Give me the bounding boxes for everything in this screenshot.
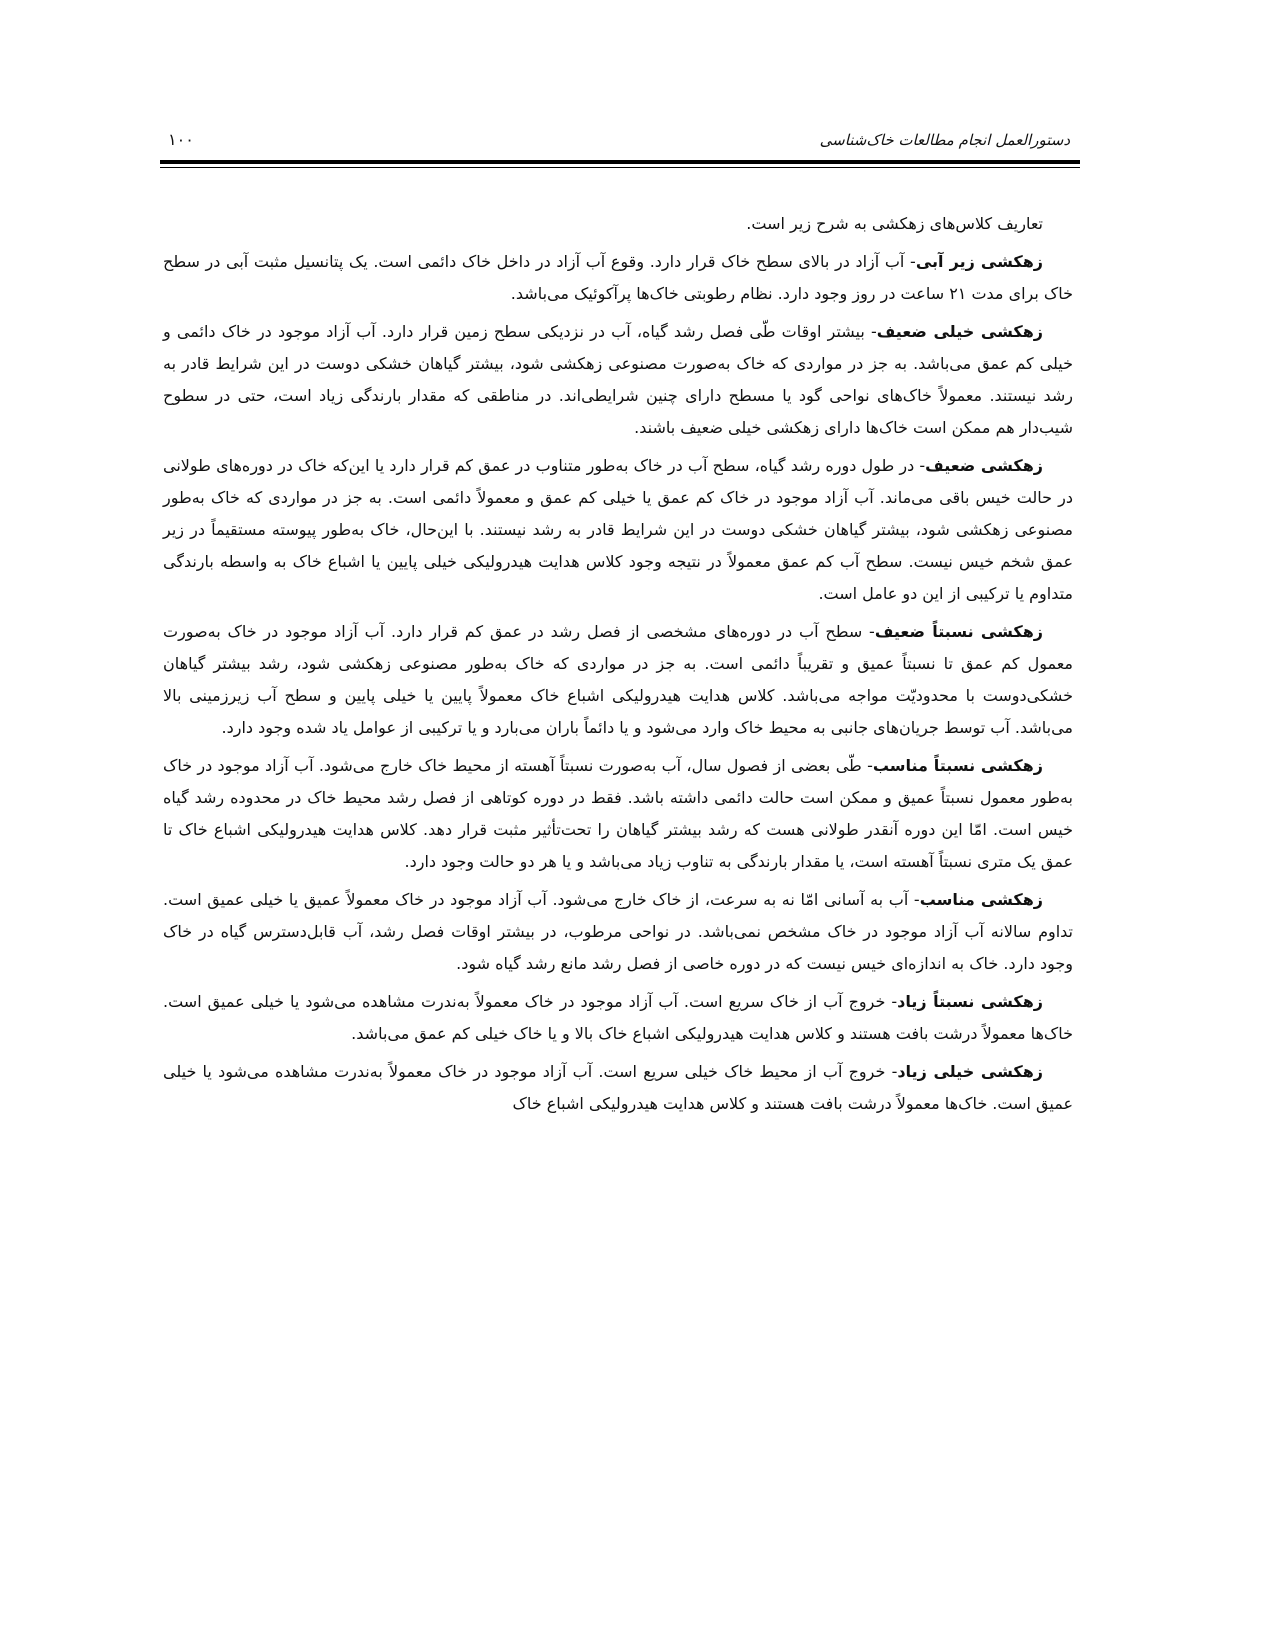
paragraph-excessive-drainage [163,1056,1073,1120]
term: زهکشی نسبتاً ضعیف [874,622,1044,641]
intro-paragraph: تعاریف کلاس‌های زهکشی به شرح زیر است. [746,214,1043,233]
definition: - خروج آب از خاک سریع است. آب آزاد موجود در خاک معمولاً به‌ندرت مشاهده می‌شود یا خیلی عمیق است. خاک‌ها معمولاً درشت بافت هستند و کلاس هدایت هیدرولیکی اشباع خاک بالا و یا خاک خیلی کم عمق می‌باشد. [163,992,1073,1043]
term: زهکشی ضعیف [925,456,1043,475]
definition: - در طول دوره رشد گیاه، سطح آب در خاک به‌طور متناوب در عمق کم قرار دارد یا این‌که خاک در دوره‌های طولانی در حالت خیس باقی می‌ماند. آب آزاد موجود در خاک کم عمق یا خیلی کم عمق و معمولاً دائمی است. به جز در مواردی که خاک به‌طور مصنوعی زهکشی شود، بیشتر گیاهان خشکی دوست در این شرایط قادر به رشد نیستند. با این‌حال، خاک به‌طور پیوسته مستقیماً در زیر عمق شخم خیس نیست. سطح آب کم عمق معمولاً در نتیجه وجود کلاس هدایت هیدرولیکی خیلی پایین یا اشباع خاک به واسطه بارندگی متداوم یا ترکیبی از این دو عامل است. [163,456,1073,603]
definition: - بیشتر اوقات طّی فصل رشد گیاه، آب در نزدیکی سطح زمین قرار دارد. آب آزاد موجود در خاک دائمی و خیلی کم عمق می‌باشد. به جز در مواردی که خاک به‌صورت مصنوعی زهکشی شود، بیشتر گیاهان خشکی دوست در این شرایط قادر به رشد نیستند. معمولاً خاک‌های نواحی گود یا مسطح دارای چنین شرایطی‌اند. در مناطقی که مقدار بارندگی زیاد است، حتی در سطوح شیب‌دار هم ممکن است خاک‌ها دارای زهکشی خیلی ضعیف باشند. [163,322,1073,437]
paragraph-somewhat-excessive-drainage [163,986,1073,1050]
page-header [160,128,1080,152]
term: زهکشی مناسب [919,890,1043,909]
paragraph-poor-drainage [163,450,1073,610]
definition: - طّی بعضی از فصول سال، آب به‌صورت نسبتاً آهسته از محیط خاک خارج می‌شود. آب آزاد موجود در خاک به‌طور معمول نسبتاً عمیق و ممکن است حالت دائمی داشته باشد. فقط در دوره کوتاهی از فصل رشد محیط خاک در محدوده رشد گیاه خیس است. امّا این دوره آنقدر طولانی هست که رشد بیشتر گیاهان را تحت‌تأثیر مثبت قرار دهد. کلاس هدایت هیدرولیکی اشباع خاک تا عمق یک متری نسبتاً آهسته است، یا مقدار بارندگی به تناوب زیاد می‌باشد و یا هر دو حالت وجود دارد. [163,756,1073,871]
paragraph-somewhat-poor-drainage [163,616,1073,744]
paragraph-submerged-drainage [163,246,1073,310]
paragraph-very-poor-drainage [163,316,1073,444]
body-text [163,208,1073,1126]
page-number: ۱۰۰ [168,130,194,149]
term: زهکشی نسبتاً مناسب [872,756,1043,775]
term: زهکشی خیلی زیاد [897,1062,1043,1081]
running-title: دستورالعمل انجام مطالعات خاک‌شناسی [819,131,1070,149]
paragraph-moderately-well-drainage [163,750,1073,878]
paragraph-well-drainage [163,884,1073,980]
term: زهکشی زیر آبی [915,252,1043,271]
definition: - خروج آب از محیط خاک خیلی سریع است. آب آزاد موجود در خاک معمولاً به‌ندرت مشاهده می‌شود یا خیلی عمیق است. خاک‌ها معمولاً درشت بافت هستند و کلاس هدایت هیدرولیکی اشباع خاک [163,1062,1073,1113]
header-rule-thin [160,167,1080,168]
definition: - آب آزاد در بالای سطح خاک قرار دارد. وقوع آب آزاد در داخل خاک دائمی است. یک پتانسیل مثبت آبی در سطح خاک برای مدت ۲۱ ساعت در روز وجود دارد. نظام رطوبتی خاک‌ها پرآکوئیک می‌باشد. [163,252,1073,303]
term: زهکشی خیلی ضعیف [876,322,1044,341]
term: زهکشی نسبتاً زیاد [897,992,1044,1011]
definition: - سطح آب در دوره‌های مشخصی از فصل رشد در عمق کم قرار دارد. آب آزاد موجود در خاک به‌صورت معمول کم عمق تا نسبتاً عمیق و تقریباً دائمی است. به جز در مواردی که خاک به‌طور مصنوعی زهکشی شود، رشد بیشتر گیاهان خشکی‌دوست با محدودیّت مواجه می‌باشد. کلاس هدایت هیدرولیکی اشباع خاک معمولاً پایین یا خیلی پایین و سطح آب زیرزمینی بالا می‌باشد. آب توسط جریان‌های جانبی به محیط خاک وارد می‌شود و یا دائماً باران می‌بارد و یا ترکیبی از عوامل یاد شده وجود دارد. [163,622,1073,737]
definition: - آب به آسانی امّا نه به سرعت، از خاک خارج می‌شود. آب آزاد موجود در خاک معمولاً عمیق یا خیلی عمیق است. تداوم سالانه آب آزاد موجود در خاک مشخص نمی‌باشد. در نواحی مرطوب، در بیشتر اوقات فصل رشد، آب قابل‌دسترس گیاه در خاک وجود دارد. خاک به اندازه‌ای خیس نیست که در دوره خاصی از فصل رشد مانع رشد گیاه شود. [163,890,1073,973]
header-rule-thick [160,160,1080,164]
